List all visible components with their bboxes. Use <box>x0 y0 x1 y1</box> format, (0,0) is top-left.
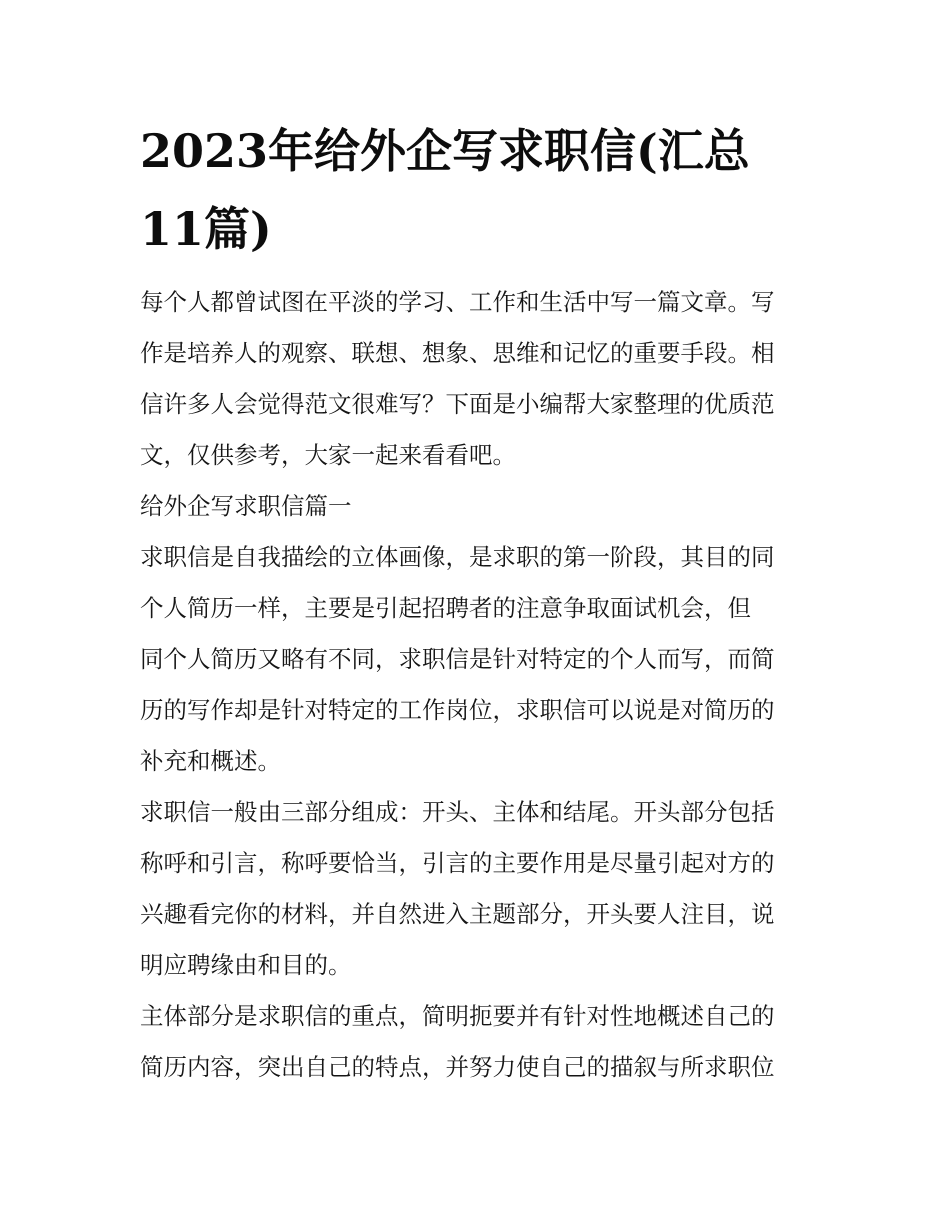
body-line-15: 主体部分是求职信的重点，简明扼要并有针对性地概述自己的 <box>140 1002 775 1030</box>
body-line-6: 求职信是自我描绘的立体画像，是求职的第一阶段，其目的同 <box>140 543 775 571</box>
body-line-14: 明应聘缘由和目的。 <box>140 951 352 979</box>
body-line-10: 补充和概述。 <box>140 747 281 775</box>
body-line-1: 每个人都曾试图在平淡的学习、工作和生活中写一篇文章。写 <box>140 288 775 316</box>
body-line-4: 文，仅供参考，大家一起来看看吧。 <box>140 441 516 469</box>
body-line-3: 信许多人会觉得范文很难写？下面是小编帮大家整理的优质范 <box>140 390 775 418</box>
body-line-13: 兴趣看完你的材料，并自然进入主题部分，开头要人注目，说 <box>140 900 775 928</box>
body-line-8: 同个人简历又略有不同，求职信是针对特定的个人而写，而简 <box>140 645 775 673</box>
body-line-9: 历的写作却是针对特定的工作岗位，求职信可以说是对简历的 <box>140 696 775 724</box>
body-line-7: 个人简历一样，主要是引起招聘者的注意争取面试机会，但 <box>140 594 751 622</box>
document-title <box>140 112 820 268</box>
body-line-11: 求职信一般由三部分组成：开头、主体和结尾。开头部分包括 <box>140 798 775 826</box>
title-line-1: 2023年给外企写求职信(汇总 <box>140 124 750 178</box>
section-heading-1: 给外企写求职信篇一 <box>140 492 352 520</box>
title-line-2: 11篇) <box>140 202 272 256</box>
body-line-16: 简历内容，突出自己的特点，并努力使自己的描叙与所求职位 <box>140 1053 775 1081</box>
document-body <box>140 277 820 1093</box>
body-line-2: 作是培养人的观察、联想、想象、思维和记忆的重要手段。相 <box>140 339 775 367</box>
body-line-12: 称呼和引言，称呼要恰当，引言的主要作用是尽量引起对方的 <box>140 849 775 877</box>
